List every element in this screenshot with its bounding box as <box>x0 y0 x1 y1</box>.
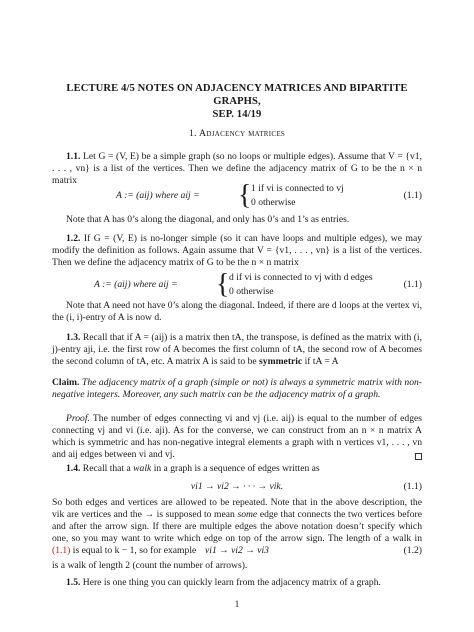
paragraph-text: So both edges and vertices are allowed to be repeated. Note that in the above description, the vik are vertices and the → is supposed to mean <box>52 497 422 521</box>
proof <box>52 413 422 461</box>
equation-reference-link[interactable]: (1.1) <box>52 545 71 557</box>
equation-1-4 <box>52 481 422 493</box>
paragraph-1-2-note: Note that A need not have 0’s along the diagonal. Indeed, if there are d loops at the vertex vi, the (i, i)-entry of A is now d. <box>52 300 422 324</box>
equation-lhs: A := (aij) where aij = <box>94 279 178 290</box>
claim <box>52 377 422 401</box>
equation-lhs: A := (aij) where aij = <box>116 190 200 201</box>
equation-case-1: 1 if vi is connected to vj <box>251 183 344 194</box>
equation-brace: { <box>216 269 230 300</box>
title-line-1: LECTURE 4/5 NOTES ON ADJACENCY MATRICES AND BIPARTITE GRAPHS, <box>66 83 408 107</box>
equation-1-2 <box>52 271 422 301</box>
equation-number: (1.2) <box>403 545 422 556</box>
paragraph-number: 1.1. <box>66 151 81 162</box>
paragraph-text: Here is one thing you can quickly learn from the adjacency matrix of a graph. <box>82 577 381 588</box>
paragraph-text-end: if tA = A <box>304 356 339 368</box>
equation-number: (1.1) <box>403 190 422 201</box>
page-number: 1 <box>234 599 240 609</box>
paragraph-text: Recall that a <box>82 463 131 474</box>
paragraph-1-3 <box>52 332 422 368</box>
paragraph-text: Recall that if A = (aij) is a matrix then tA, the transpose, is defined as the matrix with (i, j)-entry aji, i.e. the first row of A becomes the first column of tA, the second row of A becomes the second column of tA, etc. A matrix A is said to be <box>52 332 422 368</box>
term-walk: walk <box>133 463 152 474</box>
equation-case-1: d if vi is connected to vj with d edges <box>229 272 373 283</box>
term-symmetric: symmetric <box>259 356 303 368</box>
qed-square <box>415 453 422 460</box>
proof-text: The number of edges connecting vi and vj (i.e. aij) is equal to the number of edges connecting vj and vi (i.e. aji). As for the converse, we can construct from an n × n matrix A which is symmetric and has non-negative integral elements a graph with n vertices v1, . . . , vn and aij edges between vi and vj. <box>52 413 422 461</box>
equation-case-2: 0 otherwise <box>229 286 274 297</box>
paragraph-1-1-note: Note that A has 0’s along the diagonal, and only has 0’s and 1’s as entries. <box>66 214 350 225</box>
paragraph-number: 1.2. <box>66 233 81 244</box>
paragraph-number: 1.5. <box>66 577 81 588</box>
equation-number: (1.1) <box>403 481 422 492</box>
title-line-2: SEP. 14/19 <box>212 109 262 120</box>
paper-title <box>50 82 424 121</box>
paragraph-number: 1.4. <box>66 463 81 474</box>
paragraph-text-mid: edge that connects the two vertices before and after the arrow sign. If there are multiple edges the above notation doesn’t specify which one, so you may want to write which edge on top of the arrow sign. The length of a walk in <box>52 509 422 545</box>
paragraph-number: 1.3. <box>66 332 81 343</box>
equation-1-5 <box>52 545 422 557</box>
paragraph-text: If G = (V, E) is no-longer simple (so it can have loops and multiple edges), we may modify the definition as follows. Again assume that V = {v1, . . . , vn} is a list of the vertices. Then we define the adjacency matrix of G to be the n × n matrix <box>52 233 423 269</box>
equation-number: (1.1) <box>403 279 422 290</box>
paragraph-text-end: in a graph is a sequence of edges written as <box>153 463 320 474</box>
proof-label: Proof. <box>66 413 90 424</box>
walk-example: vi1 → vi2 → vi3 <box>205 545 269 556</box>
walk-expression: vi1 → vi2 → · · · → vik. <box>190 481 284 492</box>
section-heading: 1. Adjacency matrices <box>188 128 286 139</box>
paragraph-1-4 <box>52 463 422 475</box>
paragraph-text: Let G = (V, E) be a simple graph (so no loops or multiple edges). Assume that V = {v1, . . . , vn} is a list of the vertices. Then we define the adjacency matrix of G to be the n × n matrix <box>52 151 422 187</box>
claim-text: The adjacency matrix of a graph (simple or not) is always a symmetric matrix with non-negative integers. Moreover, any such matrix can be the adjacency matrix of a graph. <box>52 377 422 401</box>
equation-brace: { <box>238 180 252 211</box>
claim-label: Claim. <box>52 377 80 388</box>
paragraph-1-5 <box>52 577 422 589</box>
paragraph-1-2 <box>52 233 422 269</box>
paragraph-1-4-tail: is a walk of length 2 (count the number of arrows). <box>52 560 248 571</box>
paragraph-text-end: is equal to k − 1, so for example <box>72 545 197 557</box>
term-some: some <box>237 509 258 521</box>
equation-case-2: 0 otherwise <box>251 197 296 208</box>
equation-1-1 <box>52 182 422 212</box>
